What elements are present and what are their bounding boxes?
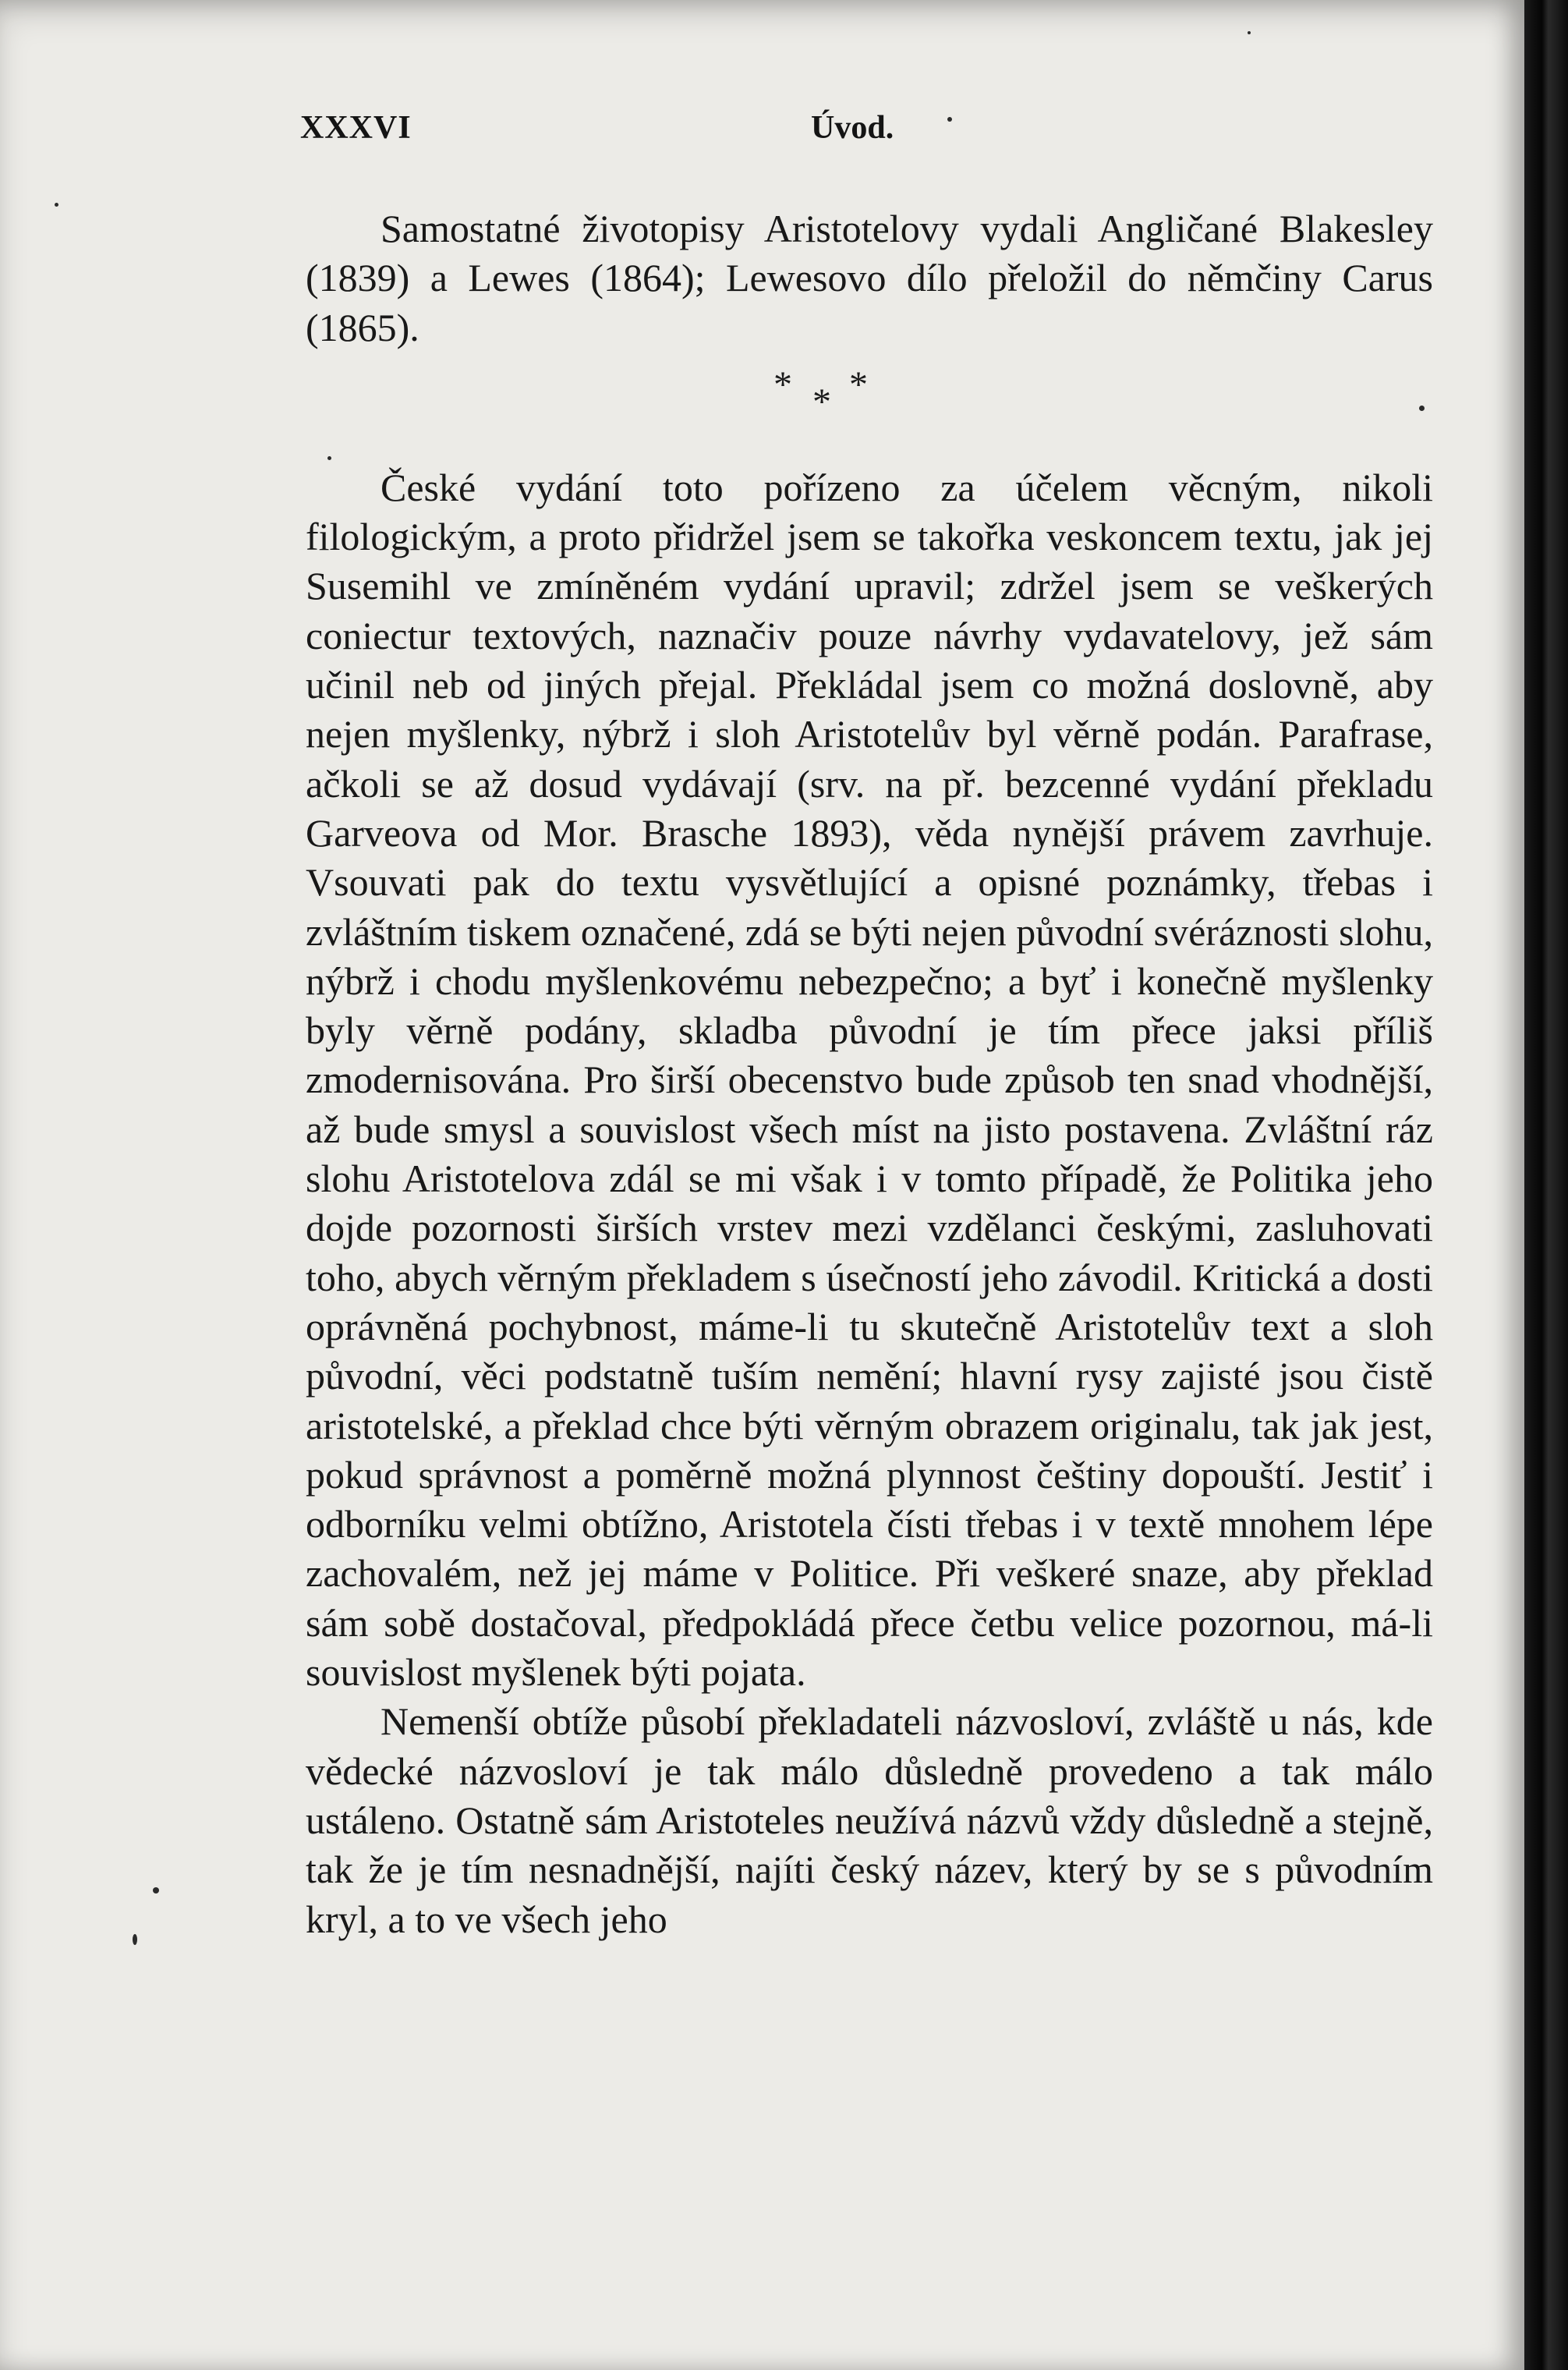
scan-speck	[133, 1934, 137, 1945]
running-head-title: Úvod.	[811, 110, 894, 146]
asterisk-right: *	[849, 363, 868, 406]
paragraph-edition-notes: České vydání toto pořízeno za účelem věcným, nikoli filologickým, a proto přidržel jsem se takořka veskoncem textu, jak jej Susemihl ve zmíněném vydání upravil; zdržel jsem se veškerých coniectur textových, naznačiv pouze návrhy vydavatelovy, jež sám učinil neb od jiných přejal. Překládal jsem co možná doslovně, aby nejen myšlenky, nýbrž i sloh Aristotelův byl věrně podán. Parafrase, ačkoli se až dosud vydávají (srv. na př. bezcenné vydání překladu Garveova od Mor. Brasche 1893), věda nynější právem zavrhuje. Vsouvati pak do textu vysvětlující a opisné poznámky, třebas i zvláštním tiskem označené, zdá se býti nejen původní svéráznosti slohu, nýbrž i chodu myšlenkovému nebezpečno; a byť i konečně myšlenky byly věrně podány, skladba původní je tím přece jaksi příliš zmodernisována. Pro širší obecenstvo bude způsob ten snad vhodnější, až bude smysl a souvislost všech míst na jisto postavena. Zvláštní ráz slohu Aristotelova zdál se mi však i v tomto případě, že Politika jeho dojde pozornosti širších vrstev mezi vzdělanci českými, zasluhovati toho, abych věrným překladem s úsečností jeho závodil. Kritická a dosti oprávněná pochybnost, máme-li tu skutečně Aristotelův text a sloh původní, věci podstatně tuším nemění; hlavní rysy zajisté jsou čistě aristotelské, a překlad chce býti věrným obrazem originalu, tak jak jest, pokud správnost a poměrně možná plynnost češtiny dopouští. Jestiť i odborníku velmi obtížno, Aristotela čísti třebas i v textě mnohem lépe zachovalém, než jej máme v Politice. Při veškeré snaze, aby překlad sám sobě dostačoval, předpokládá přece četbu velice pozornou, má-li souvislost myšlenek býti pojata.	[306, 465, 1433, 1695]
scan-speck	[55, 203, 58, 207]
scan-speck	[1419, 406, 1425, 411]
running-head	[300, 109, 1431, 164]
scan-speck	[947, 117, 952, 122]
scan-speck	[327, 456, 331, 460]
paragraph-biographies: Samostatné životopisy Aristotelovy vydali Angličané Blakesley (1839) a Lewes (1864); Lewesovo dílo přeložil do němčiny Carus (1865).	[306, 207, 1433, 349]
asterisk-left: *	[773, 363, 792, 406]
asterism-divider	[306, 360, 1433, 446]
scan-speck	[153, 1887, 159, 1894]
scan-speck	[1248, 31, 1251, 34]
page-number: XXXVI	[300, 110, 412, 146]
asterisk-center: *	[812, 381, 831, 423]
binding-edge	[1524, 0, 1568, 2370]
paragraph-terminology: Nemenší obtíže působí překladateli názvosloví, zvláště u nás, kde vědecké názvosloví je tak málo důsledně provedeno a tak málo ustáleno. Ostatně sám Aristoteles neužívá názvů vždy důsledně a stejně, tak že je tím nesnadnější, najíti český název, který by se s původním kryl, a to ve všech jeho	[306, 1699, 1433, 1941]
body-text	[306, 204, 1433, 1944]
